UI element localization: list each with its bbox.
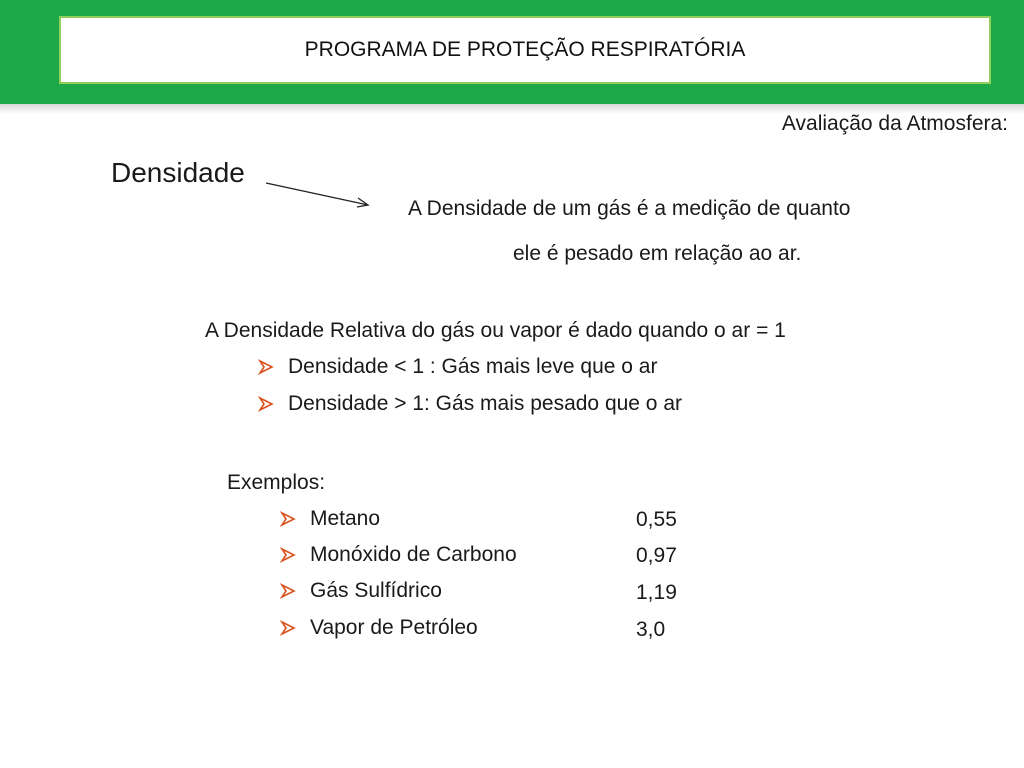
list-item (258, 355, 657, 379)
relative-density-text: A Densidade Relativa do gás ou vapor é dado quando o ar = 1 (205, 319, 786, 342)
example-item (280, 616, 478, 640)
arrow-bullet-icon (258, 396, 274, 412)
arrow-bullet-icon (280, 511, 296, 527)
list-item (258, 392, 682, 416)
section-subtitle: Avaliação da Atmosfera: (781, 112, 1008, 135)
examples-heading: Exemplos: (227, 471, 326, 494)
example-value: 0,97 (636, 544, 677, 567)
densidade-label: Densidade (111, 157, 245, 188)
example-name: Vapor de Petróleo (310, 616, 478, 639)
arrow-bullet-icon (280, 583, 296, 599)
example-name: Gás Sulfídrico (310, 579, 442, 602)
list-item-label: Densidade > 1: Gás mais pesado que o ar (288, 392, 682, 415)
title-box (59, 16, 991, 84)
page-title: PROGRAMA DE PROTEÇÃO RESPIRATÓRIA (304, 38, 746, 61)
example-value: 0,55 (636, 508, 677, 531)
arrow-icon (264, 178, 374, 210)
example-item (280, 579, 442, 603)
example-value: 3,0 (636, 618, 666, 641)
list-item-label: Densidade < 1 : Gás mais leve que o ar (288, 355, 658, 378)
definition-line-1: A Densidade de um gás é a medição de quanto (408, 197, 851, 220)
example-item (280, 543, 517, 567)
arrow-bullet-icon (280, 620, 296, 636)
example-name: Monóxido de Carbono (310, 543, 517, 566)
example-name: Metano (310, 507, 381, 530)
example-item (280, 507, 380, 531)
arrow-bullet-icon (258, 359, 274, 375)
arrow-bullet-icon (280, 547, 296, 563)
definition-line-2: ele é pesado em relação ao ar. (513, 242, 802, 265)
example-value: 1,19 (636, 581, 677, 604)
